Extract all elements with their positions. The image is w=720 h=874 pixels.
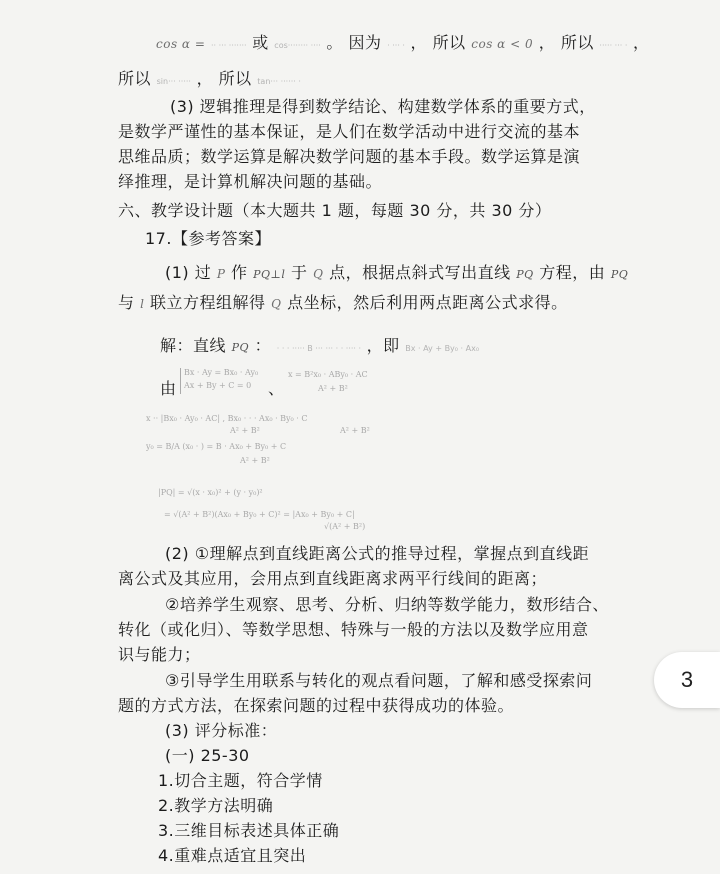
- criteria-item-2: 2.教学方法明确: [158, 796, 274, 815]
- criteria-title: (3) 评分标准：: [165, 721, 278, 740]
- formula-line-1: cos α = ·· ··· ······· 或 cos········ ···· 。 因为 · ··· · ， 所以 cos α < 0 ， 所以 ····· ··· · ，: [156, 33, 650, 52]
- faded-formula: A² + B²: [240, 456, 270, 465]
- faded-formula: √(A² + B²): [324, 522, 366, 531]
- point-line-5: 识与能力；: [118, 645, 201, 664]
- because-text: 因为: [348, 33, 382, 52]
- faded-formula: Bx · Ay + By₀ · Ax₀: [405, 344, 480, 353]
- dun-mark: 、: [268, 379, 285, 398]
- faded-formula: = √(A² + B²)(Ax₀ + By₀ + C)² = |Ax₀ + By₀ + C|: [164, 510, 355, 519]
- text-segment: (1) 过: [165, 263, 212, 282]
- cos-alpha-label: cos α =: [156, 37, 206, 51]
- faded-formula: A² + B²: [230, 426, 260, 435]
- page-number-text: 3: [680, 667, 694, 692]
- var-pq: PQ: [231, 341, 250, 354]
- you-line: [160, 378, 177, 400]
- faded-formula: ·· ··· ·······: [210, 41, 247, 50]
- text-segment: 联立方程组解得: [150, 293, 266, 312]
- var-pq: PQ: [516, 268, 534, 281]
- solution-line: [160, 335, 479, 360]
- text-segment: ：: [254, 336, 272, 355]
- point-line-7: 题的方式方法，在探索问题的过程中获得成功的体验。: [118, 696, 515, 715]
- text-segment: 作: [231, 263, 248, 282]
- section-heading: 六、教学设计题（本大题共 1 题，每题 30 分，共 30 分）: [118, 201, 552, 220]
- text-segment: 于: [291, 263, 308, 282]
- para3-line-3: 思维品质；数学运算是解决数学问题的基本手段。数学运算是演: [118, 147, 581, 166]
- point-line-4: 转化（或化归）、等数学思想、特殊与一般的方法以及数学应用意: [118, 620, 589, 639]
- faded-formula: A² + B²: [318, 384, 348, 393]
- criteria-item-4: 4.重难点适宜且突出: [158, 846, 307, 865]
- point-line-1: (2) ①理解点到直线距离公式的推导过程，掌握点到直线距: [165, 544, 590, 563]
- faded-formula: ····· ··· ·: [599, 41, 628, 50]
- var-p: P: [216, 267, 226, 281]
- faded-formula: Bx · Ay = Bx₀ · Ay₀: [184, 368, 259, 377]
- faded-formula: · · · ····· B ··· ··· · · ···· ·: [276, 344, 362, 353]
- or-text: 或: [252, 33, 269, 52]
- text-segment: 与: [118, 293, 135, 312]
- point-line-2: 离公式及其应用，会用点到直线距离求两平行线间的距离；: [118, 569, 548, 588]
- point-line-3: ②培养学生观察、思考、分析、归纳等数学能力，数形结合、: [165, 595, 609, 614]
- criteria-item-1: 1.切合主题，符合学情: [158, 771, 323, 790]
- so-text: 所以: [432, 33, 466, 52]
- text-segment: ，即: [366, 336, 400, 355]
- question-17-heading: 17.【参考答案】: [145, 229, 271, 248]
- faded-formula: |PQ| = √(x · x₀)² + (y · y₀)²: [158, 488, 263, 497]
- para3-line-1: (3) 逻辑推理是得到数学结论、构建数学体系的重要方式，: [170, 97, 596, 116]
- para3-line-2: 是数学严谨性的基本保证，是人们在数学活动中进行交流的基本: [118, 122, 581, 141]
- faded-formula: · ··· ·: [387, 41, 405, 50]
- faded-formula: x ·· |Bx₀ · Ay₀ · AC| , Bx₀ · · · Ax₀ · By₀ · C: [146, 414, 308, 423]
- dot: 。: [326, 33, 343, 52]
- text-segment: 点坐标，然后利用两点距离公式求得。: [287, 293, 568, 312]
- var-q: Q: [313, 267, 324, 281]
- point-line-6: ③引导学生用联系与转化的观点看问题，了解和感受探索问: [165, 671, 593, 690]
- text-segment: 点，根据点斜式写出直线: [329, 263, 511, 282]
- faded-formula: tan··· ······ ·: [257, 77, 301, 86]
- var-pq-perp-l: PQ⊥l: [253, 268, 286, 281]
- q17-part1-line2: [118, 292, 568, 315]
- system-brace: [180, 368, 181, 394]
- text-segment: 解：直线: [160, 336, 227, 355]
- text-segment: 方程，由: [539, 263, 606, 282]
- text-segment: 由: [160, 379, 177, 398]
- faded-formula: cos········ ····: [274, 41, 321, 50]
- var-pq: PQ: [610, 268, 629, 281]
- faded-formula: x = B²x₀ · ABy₀ · AC: [288, 370, 368, 379]
- so-text-a: 所以: [118, 69, 152, 88]
- var-l: l: [140, 297, 145, 311]
- var-q: Q: [271, 297, 282, 311]
- criteria-level: (一) 25-30: [165, 746, 250, 765]
- so-text-2: 所以: [560, 33, 594, 52]
- faded-formula: Ax + By + C = 0: [184, 381, 252, 390]
- cos-lt-zero: cos α < 0: [471, 37, 534, 51]
- para3-line-4: 绎推理，是计算机解决问题的基础。: [118, 172, 383, 191]
- faded-formula: sin··· ·····: [156, 77, 191, 86]
- formula-line-2: 所以 sin··· ····· ， 所以 tan··· ······ ·: [118, 69, 301, 88]
- so-text-b: 所以: [218, 69, 252, 88]
- q17-part1-line1: [165, 262, 628, 286]
- faded-formula: y₀ = B/A (x₀ · ) = B · Ax₀ + By₀ + C: [146, 442, 287, 451]
- faded-formula: A² + B²: [340, 426, 370, 435]
- page-number-badge[interactable]: [654, 652, 720, 708]
- criteria-item-3: 3.三维目标表述具体正确: [158, 821, 340, 840]
